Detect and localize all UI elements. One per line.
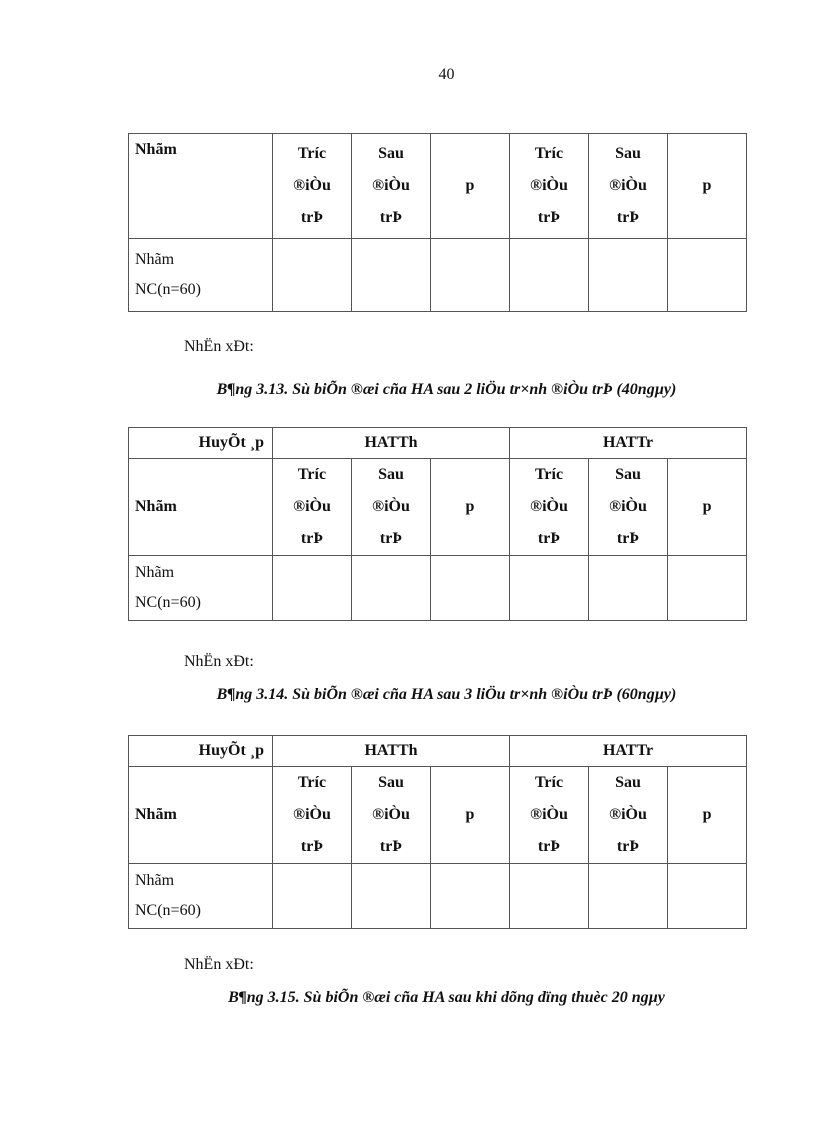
table-3 bbox=[128, 735, 747, 929]
table-cell bbox=[589, 556, 668, 621]
after-treatment-header: Sau ®iÒu trÞ bbox=[589, 767, 668, 864]
table-2 bbox=[128, 427, 747, 621]
after-treatment-header: Sau ®iÒu trÞ bbox=[589, 134, 668, 239]
table-header-row bbox=[129, 459, 747, 556]
table-row bbox=[129, 239, 747, 312]
after-treatment-header: Sau ®iÒu trÞ bbox=[589, 459, 668, 556]
corner-header: HuyÕt ¸p bbox=[129, 428, 273, 459]
systolic-group-header: HATTh bbox=[273, 736, 510, 767]
p-header: p bbox=[668, 767, 747, 864]
table-1 bbox=[128, 133, 747, 312]
observation-label: NhËn xÐt: bbox=[184, 653, 254, 670]
table-cell bbox=[431, 556, 510, 621]
table-cell bbox=[510, 864, 589, 929]
table-cell bbox=[273, 239, 352, 312]
group-header: Nhãm bbox=[129, 459, 273, 556]
table-cell bbox=[510, 239, 589, 312]
corner-header: HuyÕt ¸p bbox=[129, 736, 273, 767]
before-treatment-header: Tríc ®iÒu trÞ bbox=[273, 767, 352, 864]
table-cell bbox=[352, 864, 431, 929]
row-label: Nhãm NC(n=60) bbox=[129, 556, 273, 621]
table-cell bbox=[668, 864, 747, 929]
table-cell bbox=[352, 239, 431, 312]
p-header: p bbox=[668, 459, 747, 556]
table-header-row bbox=[129, 767, 747, 864]
table-cell bbox=[352, 556, 431, 621]
row-label: Nhãm NC(n=60) bbox=[129, 864, 273, 929]
p-header: p bbox=[431, 459, 510, 556]
p-header: p bbox=[431, 767, 510, 864]
p-header: p bbox=[668, 134, 747, 239]
table-cell bbox=[431, 864, 510, 929]
observation-label: NhËn xÐt: bbox=[184, 956, 254, 973]
table-header-row bbox=[129, 134, 747, 239]
table-caption: B¶ng 3.15. Sù biÕn ®æi cña HA sau khi dõng dïng thuèc 20 ngµy bbox=[228, 989, 665, 1006]
before-treatment-header: Tríc ®iÒu trÞ bbox=[273, 459, 352, 556]
before-treatment-header: Tríc ®iÒu trÞ bbox=[510, 134, 589, 239]
diastolic-group-header: HATTr bbox=[510, 736, 747, 767]
table-cell bbox=[668, 556, 747, 621]
table-cell bbox=[510, 556, 589, 621]
systolic-group-header: HATTh bbox=[273, 428, 510, 459]
table-cell bbox=[273, 864, 352, 929]
observation-label: NhËn xÐt: bbox=[184, 338, 254, 355]
before-treatment-header: Tríc ®iÒu trÞ bbox=[510, 459, 589, 556]
table-caption: B¶ng 3.13. Sù biÕn ®æi cña HA sau 2 liÖu tr×nh ®iÒu trÞ (40ngµy) bbox=[216, 381, 677, 398]
table-cell bbox=[431, 239, 510, 312]
group-header: Nhãm bbox=[129, 767, 273, 864]
table-cell bbox=[589, 864, 668, 929]
before-treatment-header: Tríc ®iÒu trÞ bbox=[510, 767, 589, 864]
table-group-row bbox=[129, 736, 747, 767]
table-cell bbox=[589, 239, 668, 312]
before-treatment-header: Tríc ®iÒu trÞ bbox=[273, 134, 352, 239]
p-header: p bbox=[431, 134, 510, 239]
table-cell bbox=[273, 556, 352, 621]
after-treatment-header: Sau ®iÒu trÞ bbox=[352, 459, 431, 556]
group-header: Nhãm bbox=[129, 134, 273, 239]
table-group-row bbox=[129, 428, 747, 459]
row-label: Nhãm NC(n=60) bbox=[129, 239, 273, 312]
table-row bbox=[129, 556, 747, 621]
diastolic-group-header: HATTr bbox=[510, 428, 747, 459]
table-caption: B¶ng 3.14. Sù biÕn ®æi cña HA sau 3 liÖu tr×nh ®iÒu trÞ (60ngµy) bbox=[216, 686, 677, 703]
after-treatment-header: Sau ®iÒu trÞ bbox=[352, 134, 431, 239]
page-number: 40 bbox=[438, 66, 455, 83]
table-row bbox=[129, 864, 747, 929]
after-treatment-header: Sau ®iÒu trÞ bbox=[352, 767, 431, 864]
table-cell bbox=[668, 239, 747, 312]
